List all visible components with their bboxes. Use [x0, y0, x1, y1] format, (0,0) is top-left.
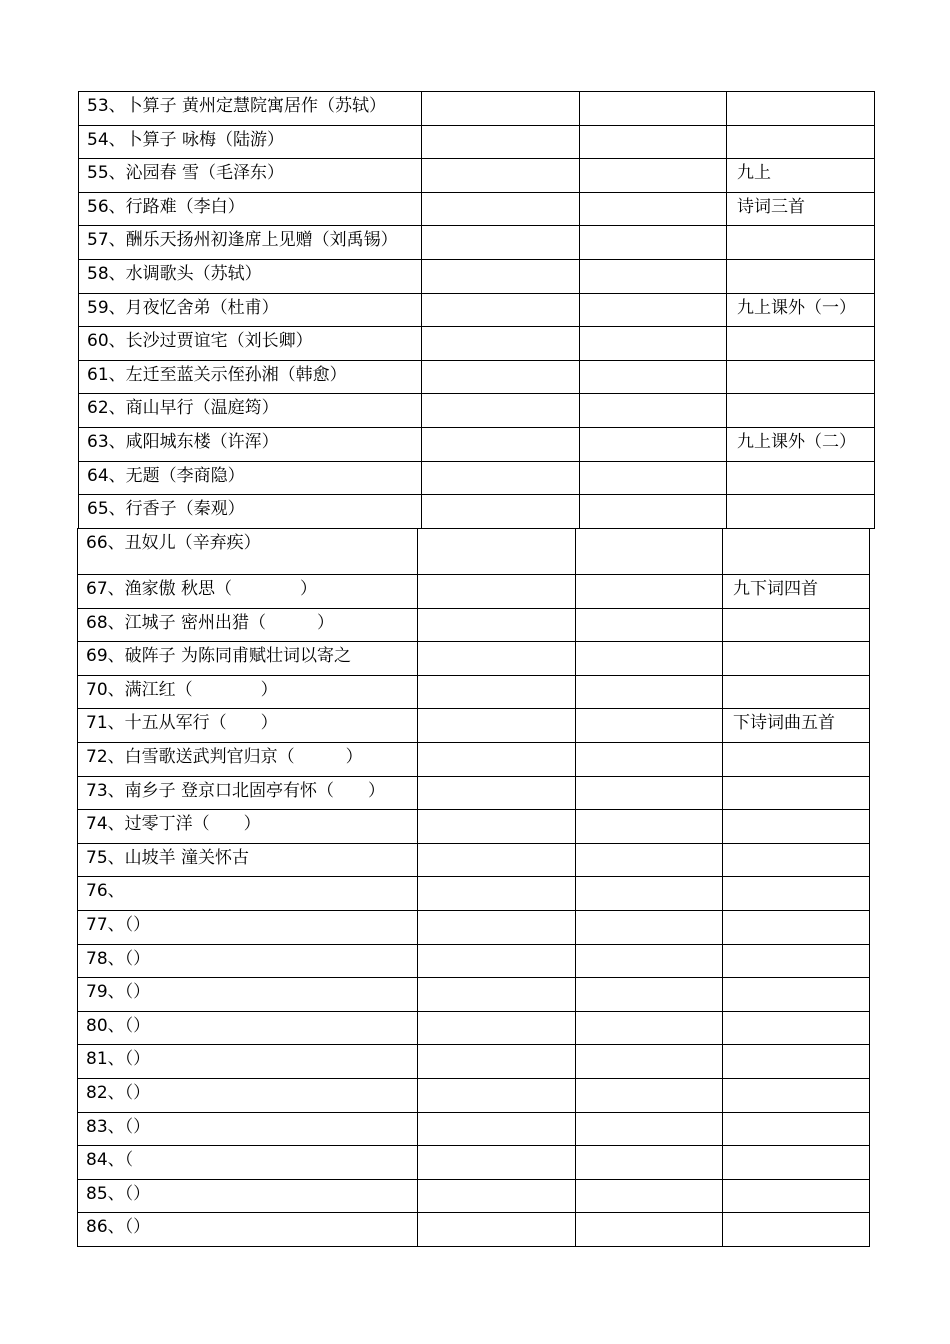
- blank-cell: [580, 327, 727, 361]
- blank-cell: [576, 575, 723, 609]
- poem-title-cell: 56、行路难（李白）: [79, 192, 422, 226]
- poem-title-cell: 81、（）: [78, 1045, 418, 1079]
- poem-title-cell: 73、南乡子 登京口北固亭有怀（ ）: [78, 776, 418, 810]
- blank-cell: [418, 709, 576, 743]
- poem-title-cell: 53、卜算子 黄州定慧院寓居作（苏轼）: [79, 92, 422, 126]
- table-row: [79, 327, 875, 361]
- blank-cell: [418, 529, 576, 575]
- poem-title-cell: 78、（）: [78, 944, 418, 978]
- unit-note-cell: [723, 642, 870, 676]
- poem-title-cell: 82、（）: [78, 1078, 418, 1112]
- poem-title-cell: 64、无题（李商隐）: [79, 461, 422, 495]
- blank-cell: [580, 192, 727, 226]
- poem-title-cell: 66、丑奴儿（辛弃疾）: [78, 529, 418, 575]
- blank-cell: [418, 1078, 576, 1112]
- unit-note-cell: 九上课外（一）: [727, 293, 875, 327]
- poem-title-cell: 71、十五从军行（ ）: [78, 709, 418, 743]
- blank-cell: [580, 92, 727, 126]
- blank-cell: [580, 427, 727, 461]
- blank-cell: [576, 877, 723, 911]
- table-row: [79, 360, 875, 394]
- table-row: [79, 394, 875, 428]
- poem-title-cell: 62、商山早行（温庭筠）: [79, 394, 422, 428]
- blank-cell: [580, 226, 727, 260]
- blank-cell: [576, 742, 723, 776]
- unit-note-cell: [723, 910, 870, 944]
- table-row: [78, 1179, 870, 1213]
- unit-note-cell: [723, 608, 870, 642]
- poem-title-cell: 79、（）: [78, 978, 418, 1012]
- poem-title-cell: 69、破阵子 为陈同甫赋壮词以寄之: [78, 642, 418, 676]
- poem-title-cell: 74、过零丁洋（ ）: [78, 810, 418, 844]
- poem-title-cell: 75、山坡羊 潼关怀古: [78, 843, 418, 877]
- blank-cell: [422, 293, 580, 327]
- table-row: [78, 776, 870, 810]
- blank-cell: [418, 675, 576, 709]
- table-row: [78, 1078, 870, 1112]
- unit-note-cell: [723, 529, 870, 575]
- blank-cell: [422, 360, 580, 394]
- blank-cell: [422, 226, 580, 260]
- table-row: [78, 742, 870, 776]
- poem-title-cell: 77、（）: [78, 910, 418, 944]
- unit-note-cell: [727, 495, 875, 529]
- table-row: [79, 495, 875, 529]
- blank-cell: [418, 1179, 576, 1213]
- unit-note-cell: [723, 877, 870, 911]
- unit-note-cell: 九上: [727, 159, 875, 193]
- blank-cell: [422, 495, 580, 529]
- poem-title-cell: 76、: [78, 877, 418, 911]
- poem-title-cell: 63、咸阳城东楼（许浑）: [79, 427, 422, 461]
- blank-cell: [580, 293, 727, 327]
- unit-note-cell: 下诗词曲五首: [723, 709, 870, 743]
- blank-cell: [576, 1213, 723, 1247]
- blank-cell: [576, 675, 723, 709]
- blank-cell: [418, 1011, 576, 1045]
- blank-cell: [418, 608, 576, 642]
- poem-table-upper: [78, 91, 875, 529]
- poem-title-cell: 83、（）: [78, 1112, 418, 1146]
- blank-cell: [576, 1045, 723, 1079]
- table-row: [78, 877, 870, 911]
- unit-note-cell: [723, 1011, 870, 1045]
- unit-note-cell: [723, 1213, 870, 1247]
- blank-cell: [418, 978, 576, 1012]
- blank-cell: [580, 159, 727, 193]
- table-row: [78, 529, 870, 575]
- table-row: [78, 1146, 870, 1180]
- blank-cell: [576, 1179, 723, 1213]
- blank-cell: [422, 427, 580, 461]
- table-row: [78, 709, 870, 743]
- table-row: [78, 944, 870, 978]
- blank-cell: [422, 159, 580, 193]
- poem-title-cell: 70、满江红（ ）: [78, 675, 418, 709]
- unit-note-cell: [723, 776, 870, 810]
- table-row: [78, 575, 870, 609]
- unit-note-cell: [723, 675, 870, 709]
- blank-cell: [576, 709, 723, 743]
- blank-cell: [418, 843, 576, 877]
- blank-cell: [576, 944, 723, 978]
- poem-title-cell: 67、渔家傲 秋思（ ）: [78, 575, 418, 609]
- unit-note-cell: [723, 944, 870, 978]
- table-row: [78, 910, 870, 944]
- blank-cell: [418, 1045, 576, 1079]
- blank-cell: [580, 394, 727, 428]
- unit-note-cell: 九下词四首: [723, 575, 870, 609]
- blank-cell: [422, 259, 580, 293]
- poem-title-cell: 55、沁园春 雪（毛泽东）: [79, 159, 422, 193]
- unit-note-cell: [727, 92, 875, 126]
- table-row: [78, 675, 870, 709]
- table-row: [79, 159, 875, 193]
- blank-cell: [422, 327, 580, 361]
- blank-cell: [580, 125, 727, 159]
- blank-cell: [576, 810, 723, 844]
- blank-cell: [576, 1112, 723, 1146]
- unit-note-cell: 九上课外（二）: [727, 427, 875, 461]
- unit-note-cell: [723, 843, 870, 877]
- blank-cell: [576, 978, 723, 1012]
- blank-cell: [418, 1112, 576, 1146]
- unit-note-cell: [723, 1112, 870, 1146]
- unit-note-cell: [723, 1146, 870, 1180]
- poem-title-cell: 72、白雪歌送武判官归京（ ）: [78, 742, 418, 776]
- table-row: [78, 978, 870, 1012]
- blank-cell: [422, 394, 580, 428]
- poem-table-lower-body: [78, 529, 870, 1247]
- table-row: [79, 461, 875, 495]
- poem-title-cell: 59、月夜忆舍弟（杜甫）: [79, 293, 422, 327]
- table-row: [79, 427, 875, 461]
- blank-cell: [576, 843, 723, 877]
- table-row: [78, 810, 870, 844]
- table-row: [78, 608, 870, 642]
- blank-cell: [422, 192, 580, 226]
- unit-note-cell: [727, 259, 875, 293]
- unit-note-cell: [723, 810, 870, 844]
- table-row: [79, 125, 875, 159]
- poem-title-cell: 85、（）: [78, 1179, 418, 1213]
- blank-cell: [418, 1213, 576, 1247]
- blank-cell: [576, 608, 723, 642]
- table-row: [78, 1112, 870, 1146]
- blank-cell: [418, 910, 576, 944]
- blank-cell: [418, 642, 576, 676]
- table-row: [79, 192, 875, 226]
- blank-cell: [576, 776, 723, 810]
- poem-table-lower: [77, 528, 870, 1247]
- unit-note-cell: [723, 978, 870, 1012]
- unit-note-cell: [727, 327, 875, 361]
- table-row: [78, 1213, 870, 1247]
- blank-cell: [576, 1011, 723, 1045]
- unit-note-cell: [727, 360, 875, 394]
- poem-title-cell: 65、行香子（秦观）: [79, 495, 422, 529]
- table-row: [78, 1045, 870, 1079]
- unit-note-cell: [727, 461, 875, 495]
- unit-note-cell: [723, 742, 870, 776]
- poem-title-cell: 86、（）: [78, 1213, 418, 1247]
- blank-cell: [580, 360, 727, 394]
- unit-note-cell: [723, 1179, 870, 1213]
- blank-cell: [418, 742, 576, 776]
- blank-cell: [418, 810, 576, 844]
- poem-title-cell: 58、水调歌头（苏轼）: [79, 259, 422, 293]
- unit-note-cell: [723, 1078, 870, 1112]
- table-row: [79, 226, 875, 260]
- blank-cell: [580, 259, 727, 293]
- blank-cell: [576, 529, 723, 575]
- blank-cell: [576, 910, 723, 944]
- blank-cell: [576, 642, 723, 676]
- poem-title-cell: 80、（）: [78, 1011, 418, 1045]
- unit-note-cell: [727, 226, 875, 260]
- blank-cell: [418, 776, 576, 810]
- blank-cell: [422, 461, 580, 495]
- blank-cell: [576, 1146, 723, 1180]
- blank-cell: [418, 877, 576, 911]
- table-row: [79, 293, 875, 327]
- table-row: [79, 92, 875, 126]
- blank-cell: [580, 461, 727, 495]
- table-row: [79, 259, 875, 293]
- blank-cell: [422, 125, 580, 159]
- unit-note-cell: [727, 125, 875, 159]
- unit-note-cell: [723, 1045, 870, 1079]
- blank-cell: [418, 1146, 576, 1180]
- blank-cell: [576, 1078, 723, 1112]
- poem-table-upper-body: [79, 92, 875, 529]
- table-row: [78, 1011, 870, 1045]
- blank-cell: [418, 944, 576, 978]
- blank-cell: [580, 495, 727, 529]
- unit-note-cell: 诗词三首: [727, 192, 875, 226]
- blank-cell: [422, 92, 580, 126]
- poem-title-cell: 60、长沙过贾谊宅（刘长卿）: [79, 327, 422, 361]
- table-row: [78, 642, 870, 676]
- poem-title-cell: 84、（: [78, 1146, 418, 1180]
- blank-cell: [418, 575, 576, 609]
- unit-note-cell: [727, 394, 875, 428]
- poem-title-cell: 54、卜算子 咏梅（陆游）: [79, 125, 422, 159]
- poem-title-cell: 57、酬乐天扬州初逢席上见赠（刘禹锡）: [79, 226, 422, 260]
- poem-title-cell: 61、左迁至蓝关示侄孙湘（韩愈）: [79, 360, 422, 394]
- table-row: [78, 843, 870, 877]
- poem-title-cell: 68、江城子 密州出猎（ ）: [78, 608, 418, 642]
